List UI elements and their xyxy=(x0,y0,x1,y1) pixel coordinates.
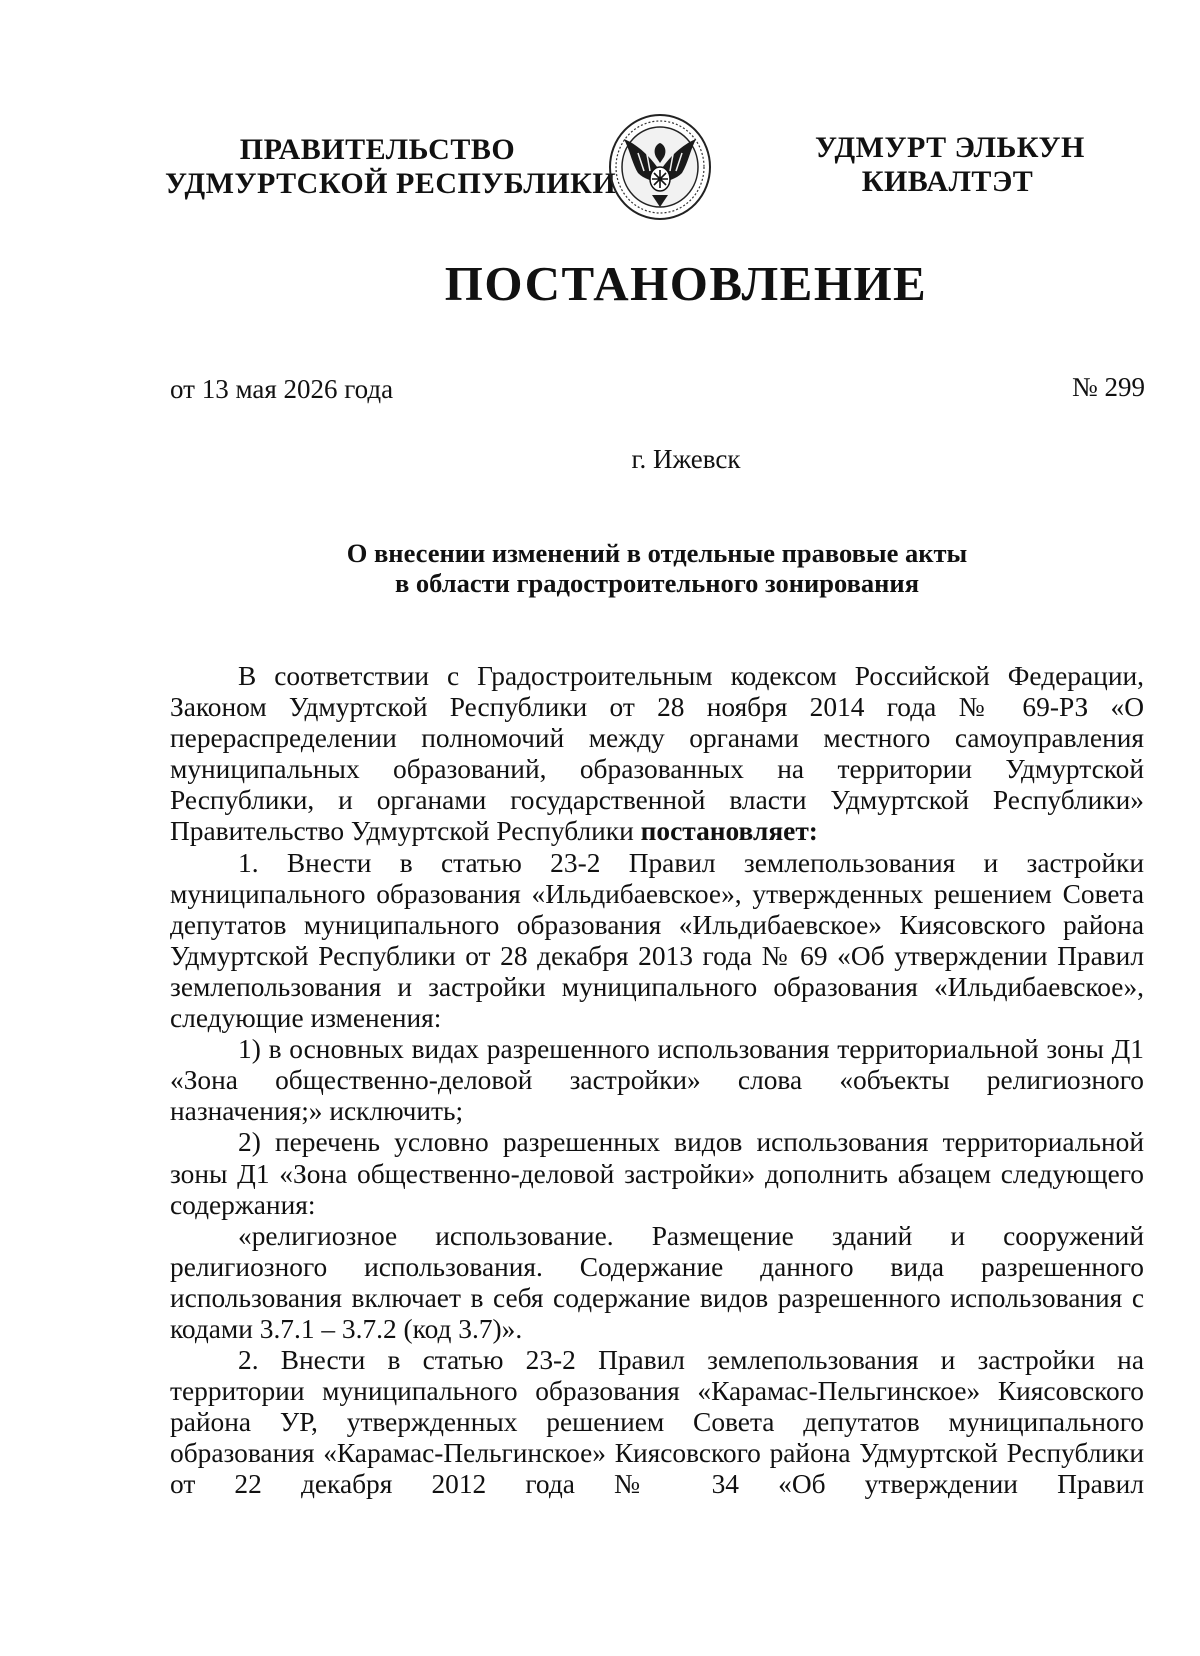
document-date: от 13 мая 2026 года xyxy=(170,374,394,404)
preamble-paragraph xyxy=(170,661,1144,848)
org-name-russian-line-1: ПРАВИТЕЛЬСТВО xyxy=(239,133,516,166)
preamble-text: В соответствии с Градостроительным кодексом Российской Федерации, Законом Удмуртской Республики от 28 ноября 2014 года № 69-РЗ «О перераспределении полномочий между органами местного самоуправления муниципальных образований, образованных на территории Удмуртской Республики, и органами государственной власти Удмуртской Республики» Правительство Удмуртской Республики xyxy=(170,661,1144,847)
document-city: г. Ижевск xyxy=(631,444,741,474)
org-name-russian xyxy=(165,133,617,201)
org-name-udmurt-line-1: УДМУРТ ЭЛЬКУН xyxy=(815,131,1085,164)
document-title-line-1: О внесении изменений в отдельные правовые акты xyxy=(346,538,968,568)
org-name-udmurt-line-2: КИВАЛТЭТ xyxy=(861,165,1034,198)
document-title xyxy=(170,538,1144,598)
clause-2: 2. Внести в статью 23-2 Правил землепользования и застройки на территории муниципального образования «Карамас-Пельгинское» Киясовского района УР, утвержденных решением Совета депутатов муниципального образования «Карамас-Пельгинское» Киясовского района Удмуртской Республики от 22 декабря 2012 года № 34 «Об утверждении Правил xyxy=(170,1345,1144,1500)
document-title-line-2: в области градостроительного зонирования xyxy=(394,568,920,598)
clause-1-quoted-text: «религиозное использование. Размещение зданий и сооружений религиозного использования. Содержание данного вида разрешенного использования включает в себя содержание видов разрешенного использования с кодами 3.7.1 – 3.7.2 (код 3.7)». xyxy=(170,1220,1144,1344)
resolves-word: постановляет xyxy=(640,816,809,847)
resolves-colon: : xyxy=(808,816,818,847)
udmurt-coat-of-arms-icon xyxy=(608,113,712,221)
document-body xyxy=(170,661,1144,1501)
org-name-russian-line-2: УДМУРТСКОЙ РЕСПУБЛИКИ xyxy=(165,167,617,200)
clause-1-subitem-2: 2) перечень условно разрешенных видов использования территориальной зоны Д1 «Зона общественно-деловой застройки» дополнить абзацем следующего содержания: xyxy=(170,1127,1144,1220)
document-number: № 299 xyxy=(1071,372,1145,402)
org-name-udmurt xyxy=(815,131,1085,199)
clause-1: 1. Внести в статью 23-2 Правил землепользования и застройки муниципального образования «Ильдибаевское», утвержденных решением Совета депутатов муниципального образования «Ильдибаевское» Киясовского района Удмуртской Республики от 28 декабря 2013 года № 69 «Об утверждении Правил землепользования и застройки муниципального образования «Ильдибаевское», следующие изменения: xyxy=(170,847,1144,1034)
clause-1-subitem-1: 1) в основных видах разрешенного использования территориальной зоны Д1 «Зона общественно-деловой застройки» слова «объекты религиозного назначения;» исключить; xyxy=(170,1034,1144,1127)
document-type-heading: ПОСТАНОВЛЕНИЕ xyxy=(444,256,928,311)
